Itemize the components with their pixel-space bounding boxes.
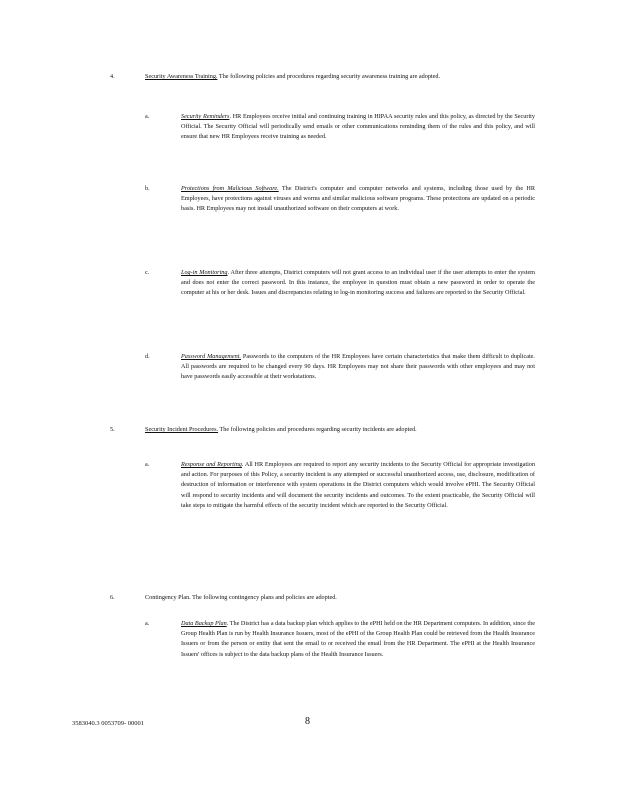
subsection-title: Protections from Malicious Software. xyxy=(181,185,279,192)
subsection-body xyxy=(181,352,535,383)
subsection-body xyxy=(181,268,535,299)
document-id: 3583040.3 0053709- 00001 xyxy=(72,720,145,727)
subsection-letter: b. xyxy=(145,185,150,192)
page-number: 8 xyxy=(305,716,310,727)
section-intro: The following policies and procedures regarding security awareness training are adopted. xyxy=(217,73,441,80)
subsection-letter: c. xyxy=(145,269,150,276)
section-intro: The following policies and procedures regarding security incidents are adopted. xyxy=(218,426,417,433)
subsection-title: Password Management. xyxy=(181,353,241,360)
subsection-letter: d. xyxy=(145,353,150,360)
subsection-letter: a. xyxy=(145,113,150,120)
subsection-title: Data Backup Plan xyxy=(181,620,227,627)
section-body xyxy=(145,425,515,435)
subsection-title: Response and Reporting xyxy=(181,461,242,468)
section-number: 6. xyxy=(110,594,115,601)
section-heading: Contingency Plan. xyxy=(145,594,191,601)
section-intro: The following contingency plans and policies are adopted. xyxy=(190,594,337,601)
subsection-body xyxy=(181,460,535,511)
section-heading: Security Incident Procedures. xyxy=(145,426,219,433)
subsection-body xyxy=(181,184,535,215)
subsection-text: . All HR Employees are required to report any security incidents to the Security Official for appropriate investigation and action. For purposes of this Policy, a security incident is any attempted or successful unauthorized access, use, disclosure, modification of destruction of information or interference with system operations in the District computers which would involve ePHI. The Security Official will respond to security incidents and will document the security incidents and outcomes. To the extent practicable, the Security Official will take steps to mitigate the harmful effects of the security incident which are reported to the Security Official. xyxy=(181,461,535,509)
subsection-title: Log-in Monitoring xyxy=(181,269,228,276)
subsection-letter: a. xyxy=(145,461,150,468)
section-body xyxy=(145,593,515,603)
subsection-body xyxy=(181,112,535,143)
subsection-letter: a. xyxy=(145,620,150,627)
section-body xyxy=(145,72,515,82)
subsection-text: Passwords to the computers of the HR Employees have certain characteristics that make them difficult to duplicate. All passwords are required to be changed every 90 days. HR Employees may not share their passwords with other employees and may not have passwords easily accessible at their workstations. xyxy=(181,353,535,381)
subsection-text: . HR Employees receive initial and continuing training in HIPAA security rules and this policy, as directed by the Security Official. The Security Official will periodically send emails or other communications reminding them of the rules and this policy, and will ensure that new HR Employees receive training as needed. xyxy=(181,113,535,141)
section-number: 5. xyxy=(110,426,115,433)
subsection-body xyxy=(181,619,535,660)
subsection-text: . The District has a data backup plan which applies to the ePHI held on the HR Department computers. In addition, since the Group Health Plan is run by Health Insurance Issuers, most of the ePHI of the Group Health Plan could be retrieved from the Health Insurance Issuers or from the person or entity that sent the email to or received the email from the HR Department. The ePHI at the Health Insurance Issuers' offices is subject to the data backup plans of the Health Insurance Issuers. xyxy=(181,620,535,658)
section-heading: Security Awareness Training. xyxy=(145,73,218,80)
subsection-text: . After three attempts, District computers will not grant access to an individual user if the user attempts to enter the system and does not enter the correct password. In this instance, the employee in question must obtain a new password in order to operate the computer at his or her desk. Issues and discrepancies relating to log-in monitoring success and failures are reported to the Security Official. xyxy=(181,269,535,297)
section-number: 4. xyxy=(110,73,115,80)
subsection-text: The District's computer and computer networks and systems, including those used by the HR Employees, have protections against viruses and worms and similar malicious software programs. These protections are updated on a periodic basis. HR Employees may not install unauthorized software on their computers at work. xyxy=(181,185,535,213)
subsection-title: Security Reminders xyxy=(181,113,230,120)
